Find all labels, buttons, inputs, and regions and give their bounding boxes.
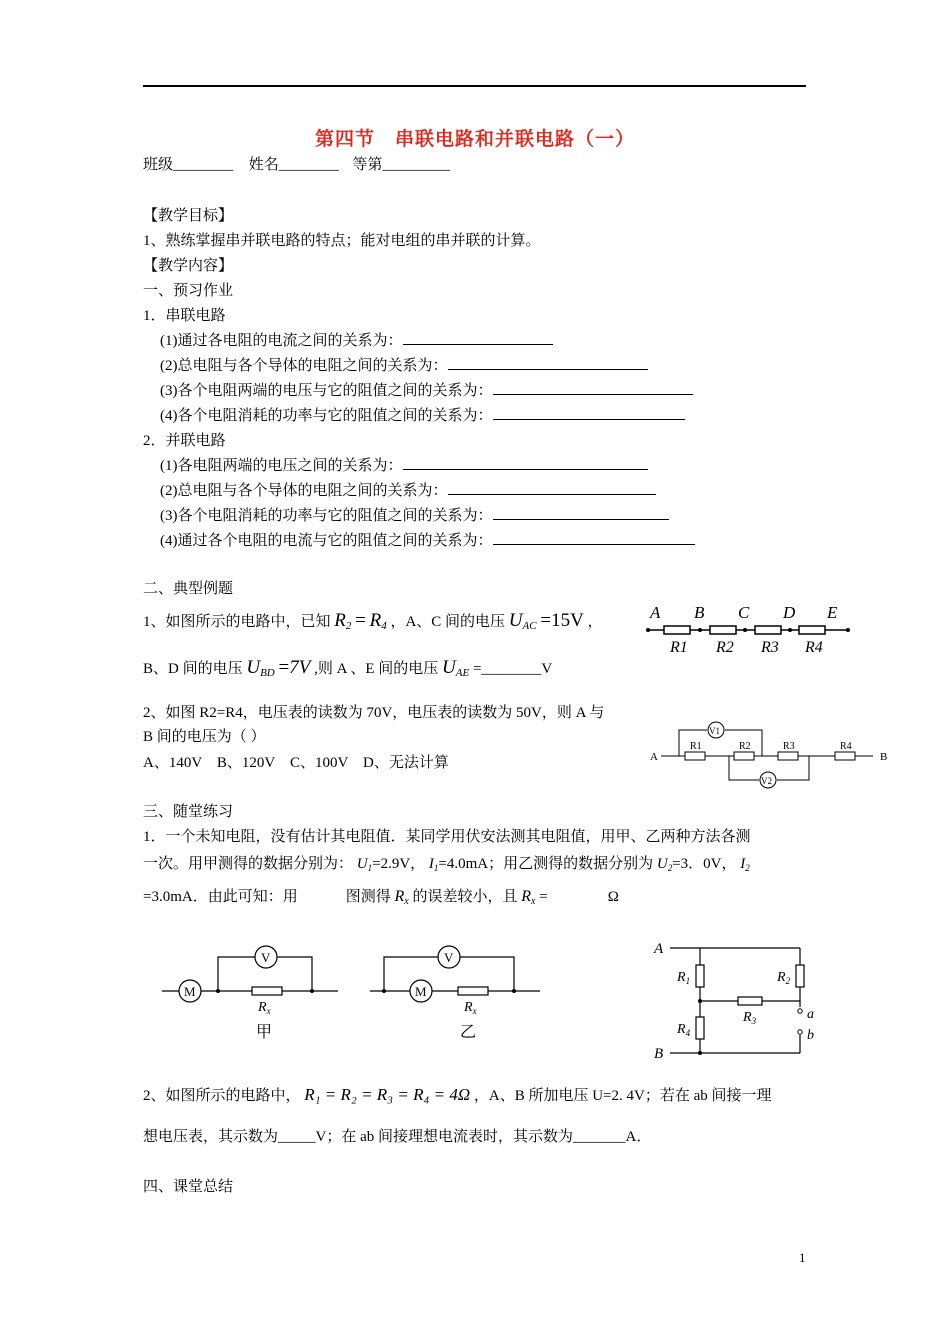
- practice-heading: 三、随堂练习: [143, 804, 234, 820]
- content-heading: 【教学内容】: [143, 258, 234, 274]
- node-dot: [698, 1051, 702, 1055]
- grade-field[interactable]: 等第_________: [352, 157, 451, 173]
- example-1-line-1: 1、如图所示的电路中，已知 $R_2 = R_4$ ，A、C 间的电压 $U_{AC} =15V$ ，: [143, 610, 603, 632]
- meter-label: M: [184, 984, 196, 999]
- node-dot: [846, 628, 850, 632]
- objective-1: 1、熟练掌握串并联电路的特点；能对电组的串并联的计算。: [143, 233, 541, 249]
- answer-blank[interactable]: [493, 380, 693, 395]
- voltmeter-circuit-diagram: [645, 718, 895, 793]
- resistor-label: R1: [670, 639, 688, 656]
- example-1-line-2: B、D 间的电压 $U_{BD} =7V$ ,则 A 、E 间的电压 $U_{AE}$ =________V: [143, 657, 553, 679]
- objectives-heading: 【教学目标】: [143, 208, 234, 224]
- meter-label: V1: [709, 726, 720, 736]
- resistor-rx: [252, 987, 282, 995]
- meter-label: V: [261, 950, 271, 965]
- parallel-q2: (2)总电阻与各个导体的电阻之间的关系为：: [160, 479, 656, 500]
- node-label-e: E: [827, 603, 838, 622]
- header-rule: [143, 85, 806, 87]
- series-q2: (2)总电阻与各个导体的电阻之间的关系为：: [160, 354, 648, 375]
- practice-1-line-2: 一次。用甲测得的数据分别为： $U_1=2.9V$， $I_1=4.0mA$；用乙测得的数据分别为 $U_2=3$．0V， $I_2$: [143, 856, 750, 873]
- resistor-label: R2: [739, 741, 751, 752]
- terminal-b-label: B: [654, 1046, 664, 1062]
- node-dot: [216, 989, 220, 993]
- examples-heading: 二、典型例题: [143, 581, 234, 597]
- node-dot: [743, 628, 747, 632]
- answer-blank[interactable]: [493, 405, 685, 420]
- series-q4: (4)各个电阻消耗的功率与它的阻值之间的关系为：: [160, 404, 685, 425]
- resistor-r2: [796, 965, 804, 987]
- wire: [460, 957, 514, 991]
- terminal-a-label: A: [654, 941, 664, 957]
- resistor-r2: [734, 752, 754, 760]
- series-circuit-diagram: [640, 600, 855, 660]
- example-2-line-1: 2、如图 R2=R4，电压表的读数为 70V，电压表的读数为 50V，则 A 与: [143, 705, 605, 721]
- resistor-rx: [458, 987, 488, 995]
- node-dot: [698, 999, 702, 1003]
- parallel-q1: (1)各电阻两端的电压之间的关系为：: [160, 454, 648, 475]
- resistor-r4: [696, 1017, 704, 1039]
- node-dot: [382, 989, 386, 993]
- node-label-c: C: [738, 603, 750, 622]
- point-label: a: [807, 1007, 814, 1022]
- summary-heading: 四、课堂总结: [143, 1179, 234, 1195]
- terminal-b-point: [798, 1030, 802, 1034]
- resistor-label: R4: [840, 741, 852, 752]
- answer-blank[interactable]: [403, 455, 648, 470]
- series-heading: 1．串联电路: [143, 308, 226, 324]
- meter-label: V2: [761, 776, 772, 786]
- node-dot: [646, 628, 650, 632]
- series-q3: (3)各个电阻两端的电压与它的阻值之间的关系为：: [160, 379, 693, 400]
- resistor-label: $R_2$: [777, 970, 791, 986]
- info-line: [143, 153, 450, 174]
- answer-blank[interactable]: [493, 530, 695, 545]
- resistor-label: $R_x$: [258, 1000, 271, 1016]
- answer-blank[interactable]: [493, 505, 669, 520]
- node-dot: [512, 989, 516, 993]
- resistor-label: $R_1$: [677, 970, 691, 986]
- meter-label: M: [415, 984, 427, 999]
- answer-blank[interactable]: [403, 330, 553, 345]
- resistor-r3: [738, 997, 762, 1005]
- series-q1: (1)通过各电阻的电流之间的关系为：: [160, 329, 553, 350]
- node-label-a: A: [650, 603, 661, 622]
- practice-2-line-2: 想电压表，其示数为_____V；在 ab 间接理想电流表时，其示数为_______A．: [143, 1129, 652, 1145]
- node-dot: [698, 628, 702, 632]
- resistor-r4: [799, 626, 825, 634]
- resistor-r4: [835, 752, 855, 760]
- example-2-line-2: B 间的电压为（ ）: [143, 729, 266, 745]
- node-label-d: D: [783, 603, 796, 622]
- resistor-label: $R_3$: [743, 1010, 757, 1026]
- bridge-circuit-diagram: [650, 935, 825, 1063]
- answer-blank[interactable]: [448, 480, 656, 495]
- meter-label: V: [444, 950, 454, 965]
- practice-2-line-1: 2、如图所示的电路中， R₁ = R₂ = R₃ = R₄ = 4Ω ，A、B 所加电压 U=2. 4V；若在 ab 间接一理: [143, 1085, 772, 1104]
- node-label-b: B: [694, 603, 705, 622]
- resistor-r2: [710, 626, 736, 634]
- resistor-r1: [696, 965, 704, 987]
- point-label: b: [807, 1028, 814, 1043]
- preview-heading: 一、预习作业: [143, 283, 234, 299]
- resistor-label: $R_4$: [677, 1022, 691, 1038]
- parallel-q4: (4)通过各个电阻的电流与它的阻值之间的关系为：: [160, 529, 695, 550]
- parallel-heading: 2．并联电路: [143, 433, 226, 449]
- terminal-a-label: A: [650, 751, 658, 763]
- figure-jia: [160, 935, 345, 1050]
- node-dot: [788, 628, 792, 632]
- resistor-label: R1: [690, 741, 702, 752]
- resistor-r3: [755, 626, 781, 634]
- practice-1-line-1: 1．一个未知电阻，没有估计其电阻值．某同学用伏安法测其电阻值，用甲、乙两种方法各测: [143, 829, 751, 845]
- node-dot: [310, 989, 314, 993]
- example-2-options: A、140V B、120V C、100V D、无法计算: [143, 755, 449, 771]
- resistor-label: R4: [805, 639, 823, 656]
- resistor-r3: [778, 752, 798, 760]
- figure-caption: 甲: [256, 1024, 273, 1041]
- page-number: 1: [799, 1250, 806, 1265]
- page-title: 第四节 串联电路和并联电路（一）: [314, 129, 635, 150]
- figure-caption: 乙: [460, 1024, 477, 1041]
- resistor-label: R2: [716, 639, 734, 656]
- terminal-a-point: [798, 1009, 802, 1013]
- resistor-label: R3: [761, 639, 779, 656]
- resistor-label: R3: [783, 741, 795, 752]
- name-field[interactable]: 姓名________: [248, 157, 339, 173]
- parallel-q3: (3)各个电阻消耗的功率与它的阻值之间的关系为：: [160, 504, 669, 525]
- wire: [218, 957, 255, 991]
- figure-yi: [368, 935, 548, 1050]
- wire: [277, 957, 312, 991]
- terminal-b-label: B: [880, 751, 888, 763]
- class-field[interactable]: 班级________: [143, 157, 234, 173]
- resistor-label: $R_x$: [464, 1000, 477, 1016]
- resistor-r1: [685, 752, 705, 760]
- answer-blank[interactable]: [448, 355, 648, 370]
- practice-1-line-3: =3.0mA．由此可知：用 图测得 $R_x$ 的误差较小，且 $R_x = \Omega$: [143, 888, 619, 907]
- resistor-r1: [664, 626, 690, 634]
